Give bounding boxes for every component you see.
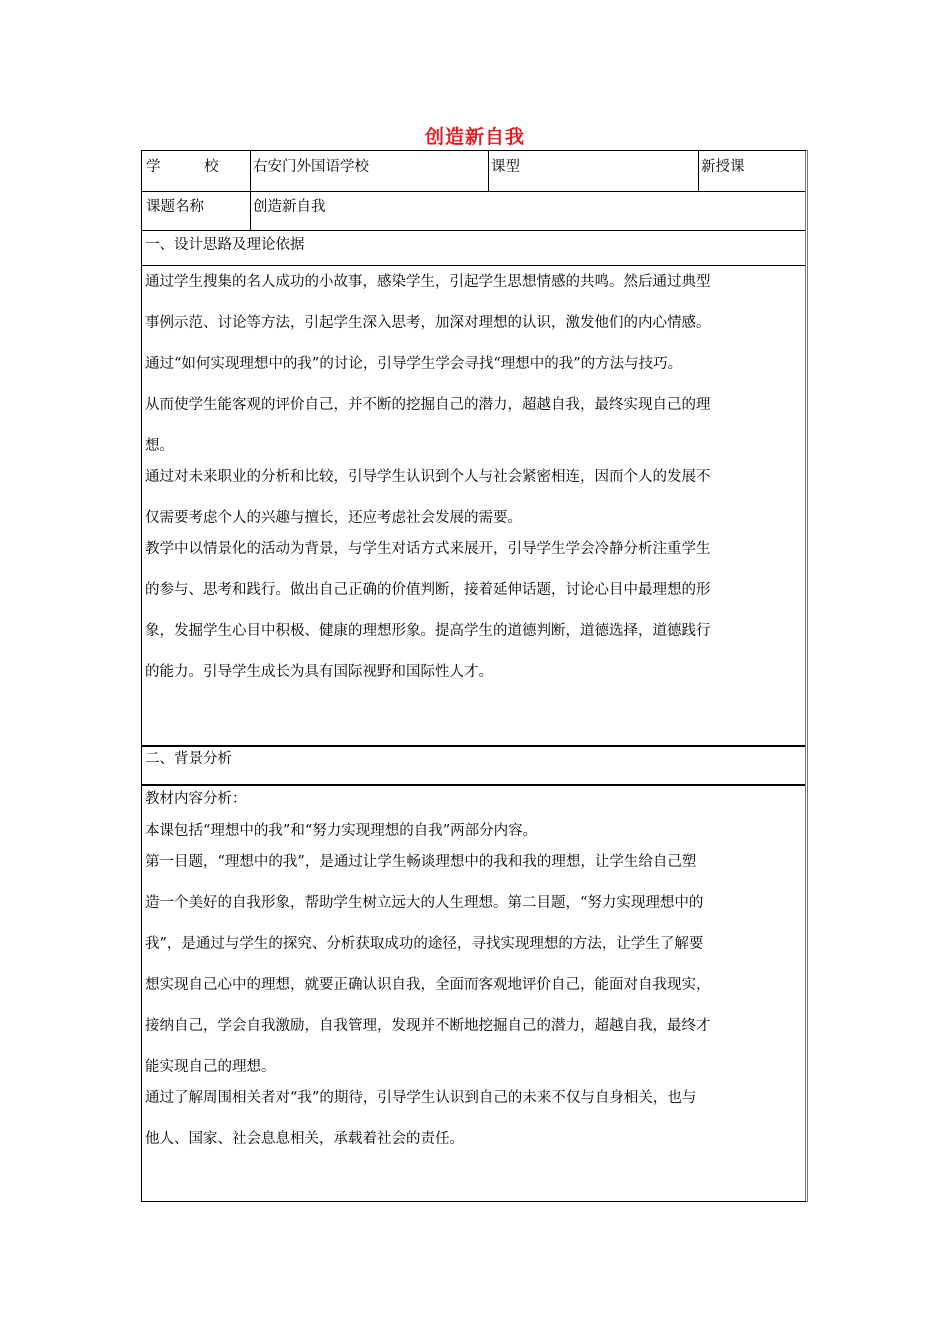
text-line: 我”，是通过与学生的探究、分析获取成功的途径，寻找实现理想的方法，让学生了解要 bbox=[145, 936, 704, 952]
column-divider bbox=[488, 151, 489, 191]
text-line: 通过“如何实现理想中的我”的讨论，引导学生学会寻找“理想中的我”的方法与技巧。 bbox=[145, 356, 683, 372]
row-divider bbox=[142, 745, 805, 747]
column-divider bbox=[250, 151, 251, 230]
text-line: 第一目题，“理想中的我”，是通过让学生畅谈理想中的我和我的理想，让学生给自己塑 bbox=[145, 854, 697, 870]
text-line: 想实现自己心中的理想，就要正确认识自我，全面而客观地评价自己，能面对自我现实， bbox=[145, 977, 711, 993]
row-divider bbox=[142, 784, 805, 786]
section1-body bbox=[145, 272, 805, 682]
column-divider bbox=[698, 151, 699, 191]
text-line: 通过了解周围相关者对“我”的期待，引导学生认识到自己的未来不仅与自身相关，也与 bbox=[145, 1090, 697, 1106]
row-divider bbox=[142, 230, 805, 231]
section2-body bbox=[145, 789, 805, 1149]
text-line: 他人、国家、社会息息相关，承载着社会的责任。 bbox=[145, 1131, 464, 1147]
text-line: 的参与、思考和践行。做出自己正确的价值判断，接着延伸话题，讨论心目中最理想的形 bbox=[145, 582, 711, 598]
lesson-plan-table bbox=[141, 150, 808, 1202]
text-line: 造一个美好的自我形象，帮助学生树立远大的人生理想。第二目题，“努力实现理想中的 bbox=[145, 895, 704, 911]
text-line: 从而使学生能客观的评价自己，并不断的挖掘自己的潜力，超越自我，最终实现自己的理 bbox=[145, 397, 711, 413]
text-line: 的能力。引导学生成长为具有国际视野和国际性人才。 bbox=[145, 664, 493, 680]
text-line: 能实现自己的理想。 bbox=[145, 1059, 276, 1075]
text-line: 教材内容分析： bbox=[145, 791, 247, 807]
text-line: 本课包括“理想中的我”和“努力实现理想的自我”两部分内容。 bbox=[145, 823, 538, 839]
text-line: 通过学生搜集的名人成功的小故事，感染学生，引起学生思想情感的共鸣。然后通过典型 bbox=[145, 274, 711, 290]
topic-label: 课题名称 bbox=[146, 199, 204, 215]
text-line: 通过对未来职业的分析和比较，引导学生认识到个人与社会紧密相连，因而个人的发展不 bbox=[145, 469, 711, 485]
row-divider bbox=[142, 265, 805, 266]
type-value: 新授课 bbox=[701, 159, 745, 175]
school-value: 右安门外国语学校 bbox=[253, 159, 369, 175]
row-divider bbox=[142, 191, 805, 192]
text-line: 教学中以情景化的活动为背景，与学生对话方式来展开，引导学生学会冷静分析注重学生 bbox=[145, 541, 711, 557]
text-line: 想。 bbox=[145, 438, 174, 454]
text-line: 事例示范、讨论等方法，引起学生深入思考，加深对理想的认识，激发他们的内心情感。 bbox=[145, 315, 711, 331]
type-label: 课型 bbox=[491, 159, 520, 175]
topic-value: 创造新自我 bbox=[253, 199, 326, 215]
text-line: 象，发掘学生心目中积极、健康的理想形象。提高学生的道德判断，道德选择，道德践行 bbox=[145, 623, 711, 639]
section2-heading: 二、背景分析 bbox=[145, 751, 232, 767]
page-title: 创造新自我 bbox=[424, 126, 525, 148]
text-line: 仅需要考虑个人的兴趣与擅长，还应考虑社会发展的需要。 bbox=[145, 510, 522, 526]
text-line: 接纳自己，学会自我激励，自我管理，发现并不断地挖掘自己的潜力，超越自我，最终才 bbox=[145, 1018, 711, 1034]
section1-heading: 一、设计思路及理论依据 bbox=[145, 237, 305, 253]
school-label: 学 校 bbox=[146, 159, 219, 175]
